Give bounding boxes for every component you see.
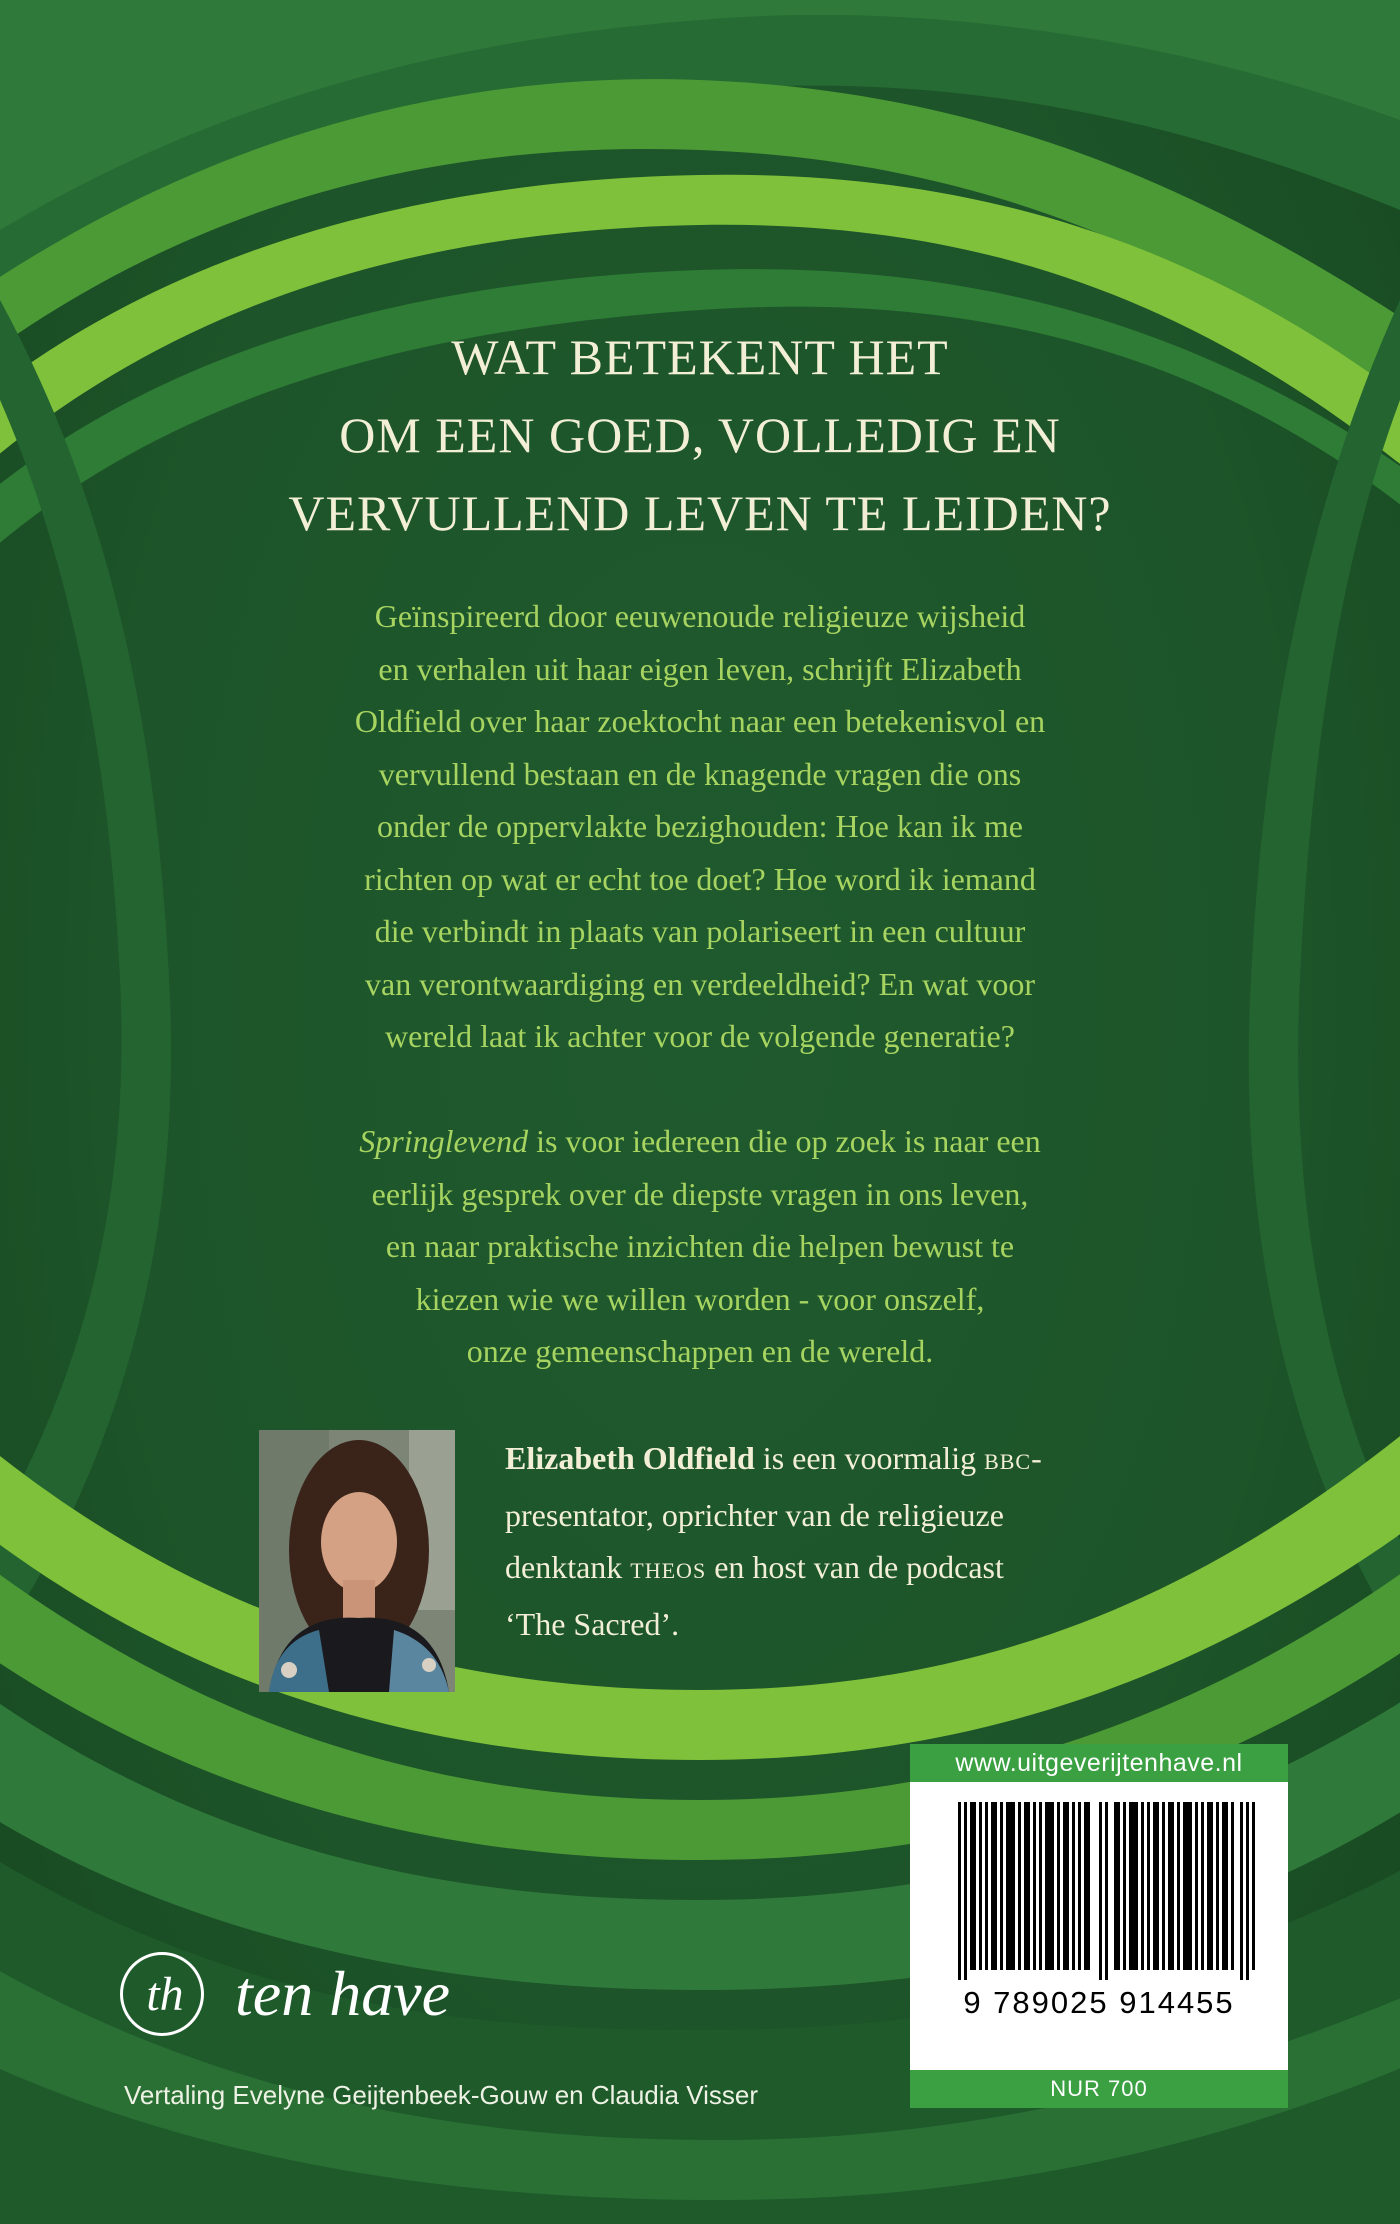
blurb-line: wereld laat ik achter voor de volgende generatie?	[385, 1018, 1015, 1054]
blurb-line: die verbindt in plaats van polariseert in een cultuur	[374, 913, 1026, 949]
pitch-line: onze gemeenschappen en de wereld.	[466, 1333, 934, 1369]
publisher-url: www.uitgeverijtenhave.nl	[910, 1744, 1288, 1782]
bio-text: en host van de podcast	[706, 1549, 1004, 1585]
pitch-line: eerlijk gesprek over de diepste vragen in ons leven,	[371, 1175, 1029, 1212]
publisher-logo	[120, 1952, 520, 2042]
blurb-line: Oldfield over haar zoektocht naar een betekenisvol en	[354, 703, 1046, 739]
blurb-paragraph	[250, 590, 1150, 1063]
blurb-line: van verontwaardiging en verdeeldheid? En wat voor	[365, 965, 1035, 1002]
bio-text: denktank	[505, 1549, 631, 1585]
bio-line	[505, 1432, 1225, 1489]
th-monogram-icon	[120, 1952, 204, 2036]
translator-credit: Vertaling Evelyne Geijtenbeek-Gouw en Claudia Visser	[124, 2080, 758, 2110]
bbc-abbrev: BBC	[984, 1449, 1032, 1474]
pitch-line: en naar praktische inzichten die helpen bewust te	[385, 1228, 1015, 1264]
headline-line: OM EEN GOED, VOLLEDIG EN	[339, 407, 1061, 463]
blurb-line: vervullend bestaan en de knagende vragen die ons	[378, 755, 1022, 792]
headline	[200, 318, 1200, 552]
isbn-number: 9 789025 914455	[963, 1985, 1235, 2020]
bio-line: presentator, oprichter van de religieuze	[505, 1496, 1004, 1533]
pitch-paragraph	[250, 1115, 1150, 1378]
headline-line: VERVULLEND LEVEN TE LEIDEN?	[288, 485, 1112, 541]
pitch-line	[250, 1115, 1150, 1168]
blurb-line: richten op wat er echt toe doet? Hoe word ik iemand	[364, 860, 1036, 897]
blurb-line: en verhalen uit haar eigen leven, schrijft Elizabeth	[378, 650, 1022, 687]
pitch-line: kiezen wie we willen worden - voor onszelf,	[415, 1280, 985, 1317]
blurb-line: onder de oppervlakte bezighouden: Hoe kan ik me	[377, 808, 1023, 844]
headline-line: WAT BETEKENT HET	[451, 329, 949, 385]
barcode-panel	[910, 1744, 1288, 2108]
theos-abbrev: THEOS	[630, 1558, 707, 1583]
bio-line	[505, 1541, 1225, 1598]
publisher-name: ten have	[235, 1958, 450, 2029]
author-photo	[259, 1430, 455, 1692]
author-name: Elizabeth Oldfield	[505, 1440, 755, 1476]
logo-monogram: th	[146, 1968, 184, 2021]
isbn-barcode	[958, 1802, 1258, 1980]
bio-text: -	[1031, 1440, 1042, 1476]
pitch-line-rest: is voor iedereen die op zoek is naar een	[528, 1123, 1041, 1159]
bio-line: ‘The Sacred’.	[505, 1605, 680, 1642]
book-title: Springlevend	[359, 1123, 529, 1159]
author-bio	[505, 1432, 1225, 1650]
bio-text: is een voormalig	[754, 1440, 985, 1476]
blurb-line: Geïnspireerd door eeuwenoude religieuze wijsheid	[374, 598, 1026, 634]
nur-code: NUR 700	[910, 2070, 1288, 2108]
